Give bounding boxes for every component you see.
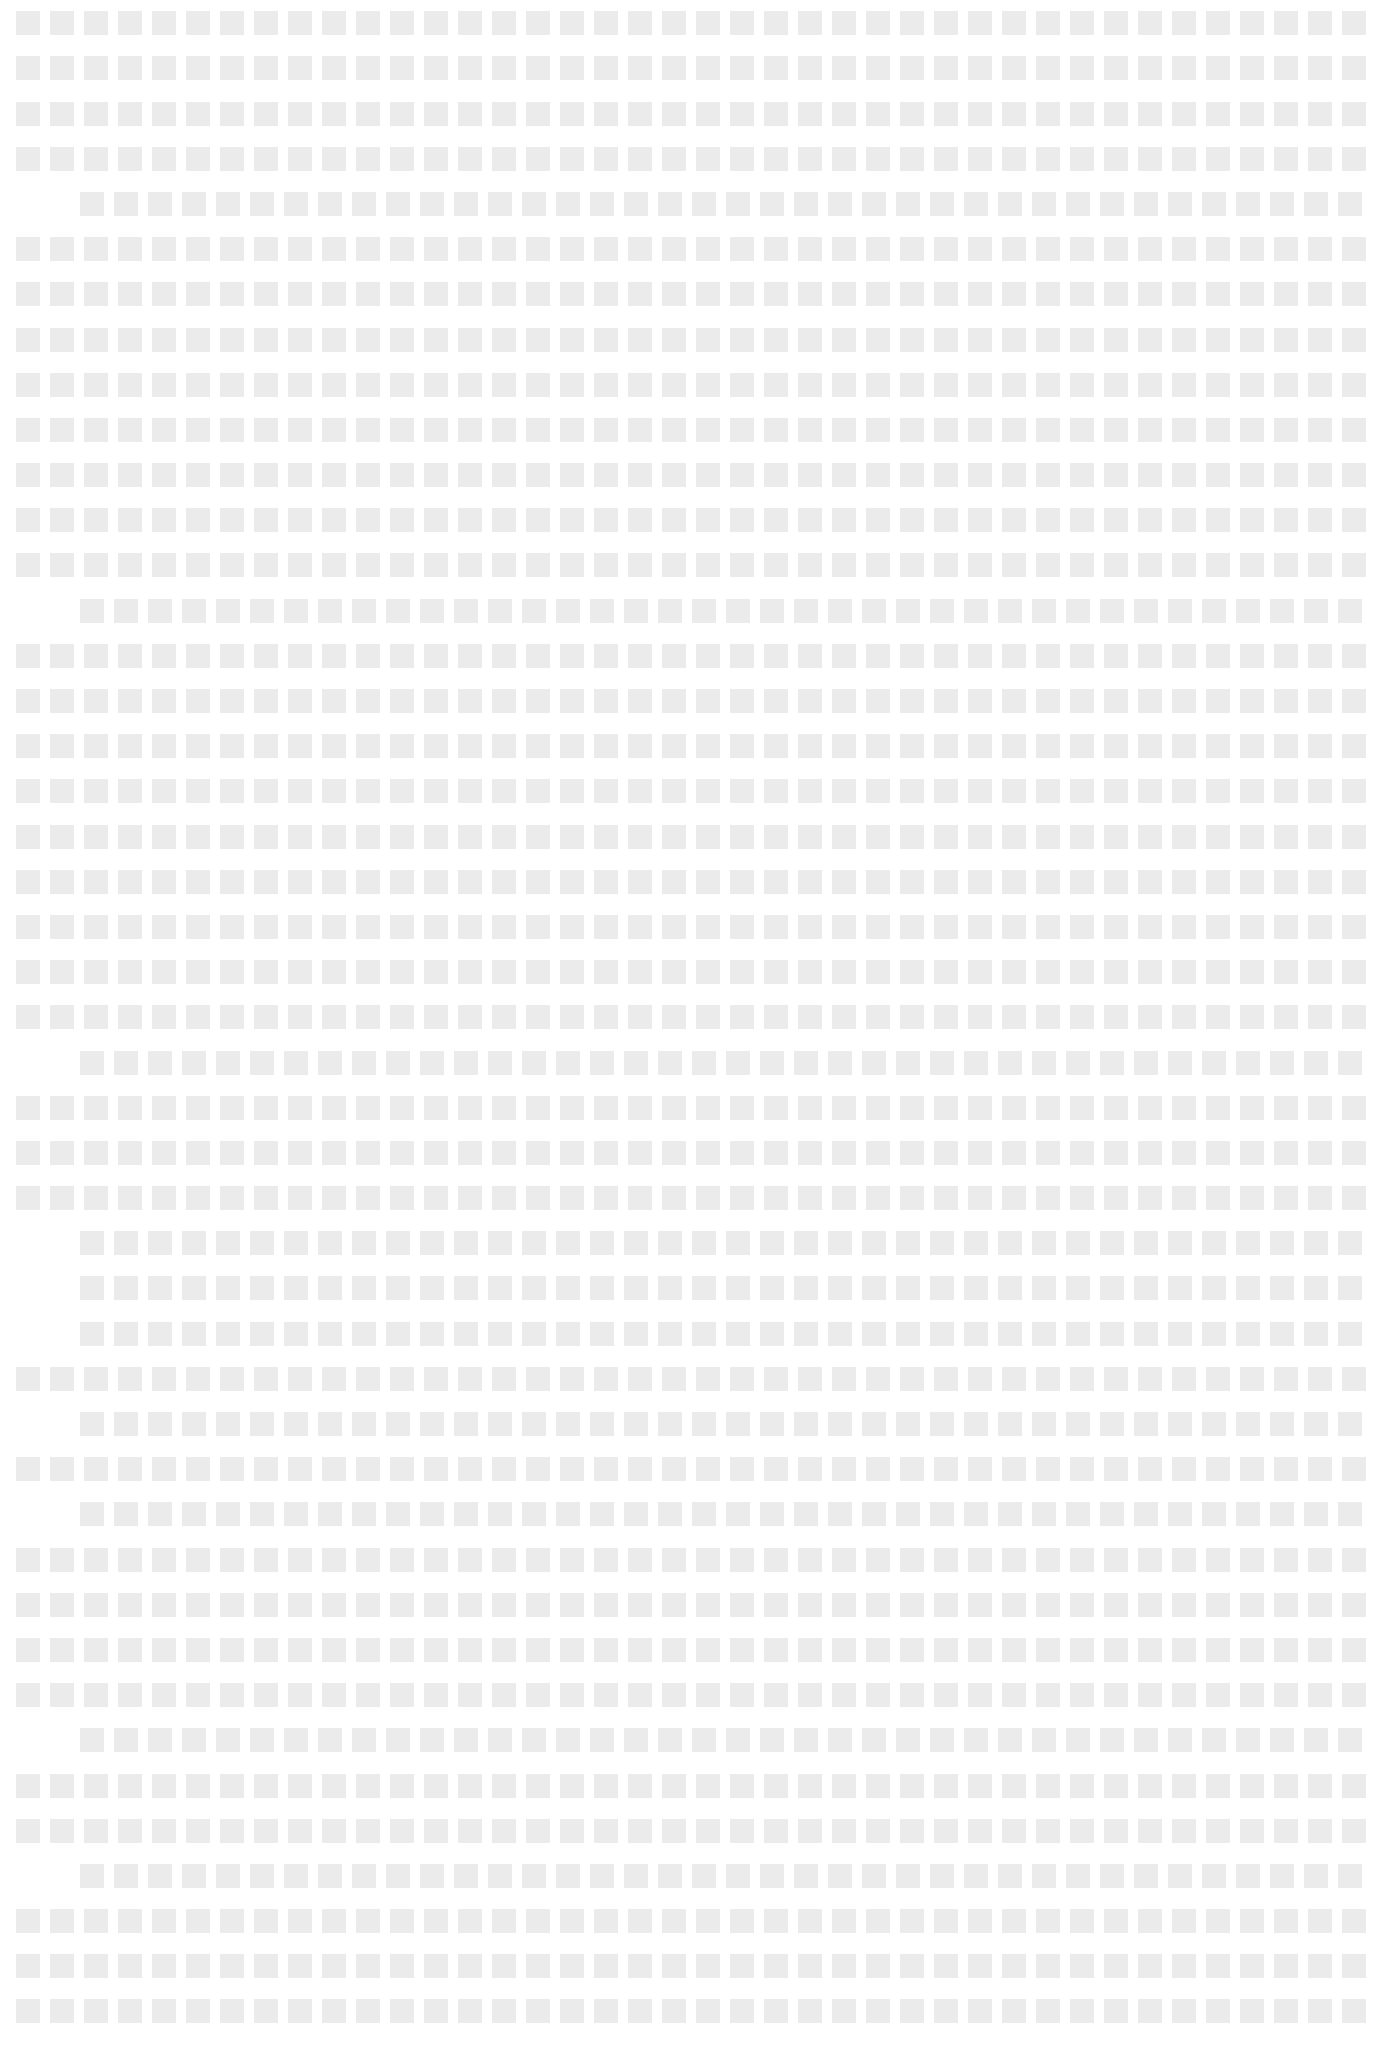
text-line — [16, 542, 1372, 587]
page-number — [28, 2016, 68, 2052]
text-line — [16, 1898, 1372, 1943]
text-line — [16, 723, 1372, 768]
text-line — [16, 768, 1372, 813]
text-line — [16, 904, 1372, 949]
text-line — [16, 1356, 1372, 1401]
text-line — [16, 678, 1372, 723]
text-line — [16, 1536, 1372, 1581]
text-line — [16, 587, 1372, 632]
text-line — [16, 1310, 1372, 1355]
text-line — [16, 45, 1372, 90]
text-line — [16, 1265, 1372, 1310]
text-line — [16, 1446, 1372, 1491]
text-line — [16, 136, 1372, 181]
text-line — [16, 1175, 1372, 1220]
text-line — [16, 949, 1372, 994]
text-line — [16, 452, 1372, 497]
text-line — [16, 1582, 1372, 1627]
text-line — [16, 1717, 1372, 1762]
text-line — [16, 181, 1372, 226]
text-line — [16, 1762, 1372, 1807]
text-line — [16, 859, 1372, 904]
text-line — [16, 226, 1372, 271]
text-line — [16, 1039, 1372, 1084]
text-line — [16, 1627, 1372, 1672]
text-line — [16, 1808, 1372, 1853]
text-line — [16, 0, 1372, 45]
body-text — [16, 0, 1372, 2033]
text-line — [16, 271, 1372, 316]
text-line — [16, 1853, 1372, 1898]
text-line — [16, 1085, 1372, 1130]
text-line — [16, 1672, 1372, 1717]
text-line — [16, 1130, 1372, 1175]
text-line — [16, 362, 1372, 407]
text-line — [16, 497, 1372, 542]
text-line — [16, 633, 1372, 678]
text-line — [16, 90, 1372, 135]
text-line — [16, 1943, 1372, 1988]
text-line — [16, 1988, 1372, 2033]
text-line — [16, 1401, 1372, 1446]
text-line — [16, 994, 1372, 1039]
text-line — [16, 1491, 1372, 1536]
text-line — [16, 316, 1372, 361]
text-line — [16, 1220, 1372, 1265]
text-line — [16, 813, 1372, 858]
text-line — [16, 407, 1372, 452]
